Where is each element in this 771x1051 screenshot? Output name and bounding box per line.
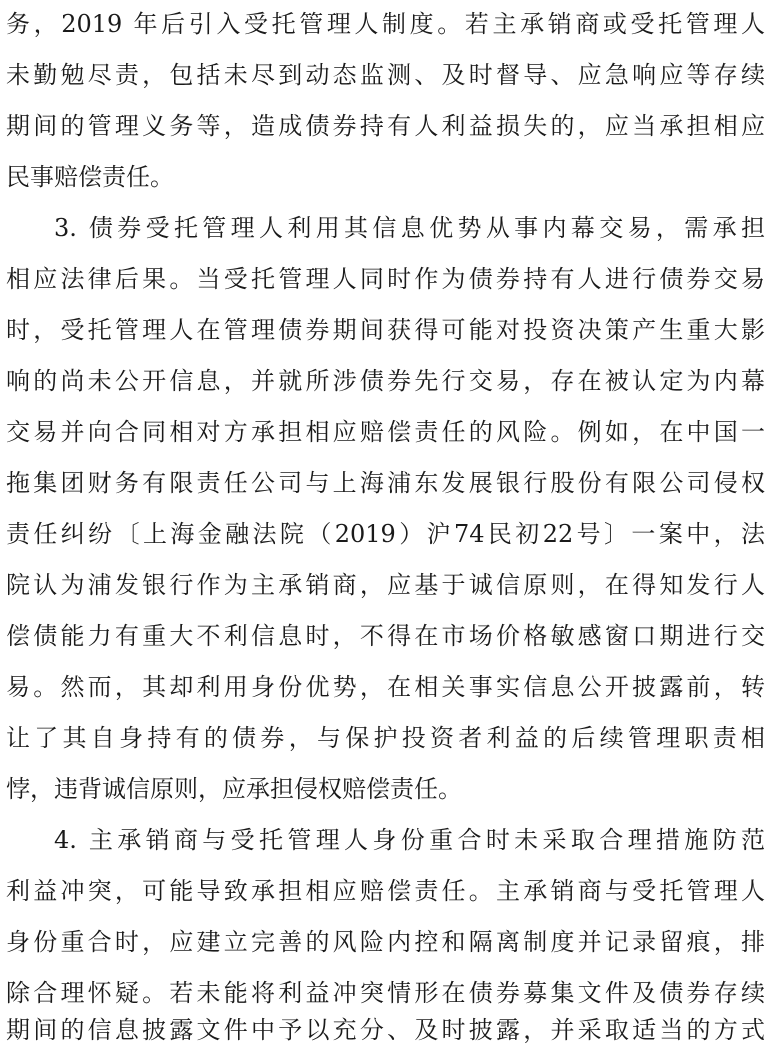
text-line: 易。然而，其却利用身份优势，在相关事实信息公开披露前，转 bbox=[6, 673, 765, 701]
text-line: 让了其自身持有的债券，与保护投资者利益的后续管理职责相 bbox=[6, 724, 765, 752]
text-line: 偿债能力有重大不利信息时，不得在市场价格敏感窗口期进行交 bbox=[6, 622, 765, 650]
paragraph-4-first-line: 4. 主承销商与受托管理人身份重合时未采取合理措施防范 bbox=[54, 826, 765, 854]
text-line: 相应法律后果。当受托管理人同时作为债券持有人进行债券交易 bbox=[6, 265, 765, 293]
text-line: 身份重合时，应建立完善的风险内控和隔离制度并记录留痕，排 bbox=[6, 928, 765, 956]
text-line: 悖，违背诚信原则，应承担侵权赔偿责任。 bbox=[6, 775, 462, 803]
text-line: 响的尚未公开信息，并就所涉债券先行交易，存在被认定为内幕 bbox=[6, 367, 765, 395]
text-line: 期间的管理义务等，造成债券持有人利益损失的，应当承担相应 bbox=[6, 112, 765, 140]
text-line: 民事赔偿责任。 bbox=[6, 163, 174, 191]
paragraph-3-first-line: 3. 债券受托管理人利用其信息优势从事内幕交易，需承担 bbox=[54, 214, 765, 242]
text-line: 务，2019 年后引入受托管理人制度。若主承销商或受托管理人 bbox=[6, 10, 765, 38]
text-line: 交易并向合同相对方承担相应赔偿责任的风险。例如，在中国一 bbox=[6, 418, 765, 446]
text-line: 院认为浦发银行作为主承销商，应基于诚信原则，在得知发行人 bbox=[6, 571, 765, 599]
text-line: 未勤勉尽责，包括未尽到动态监测、及时督导、应急响应等存续 bbox=[6, 61, 765, 89]
text-line: 除合理怀疑。若未能将利益冲突情形在债券募集文件及债券存续 bbox=[6, 979, 765, 1007]
text-line: 利益冲突，可能导致承担相应赔偿责任。主承销商与受托管理人 bbox=[6, 877, 765, 905]
text-line: 期间的信息披露文件中予以充分、及时披露，并采取适当的方式 bbox=[6, 1016, 765, 1044]
text-line: 拖集团财务有限责任公司与上海浦东发展银行股份有限公司侵权 bbox=[6, 469, 765, 497]
text-line: 时，受托管理人在管理债券期间获得可能对投资决策产生重大影 bbox=[6, 316, 765, 344]
text-line: 责任纠纷〔上海金融法院（2019）沪74民初22号〕一案中，法 bbox=[6, 520, 765, 548]
